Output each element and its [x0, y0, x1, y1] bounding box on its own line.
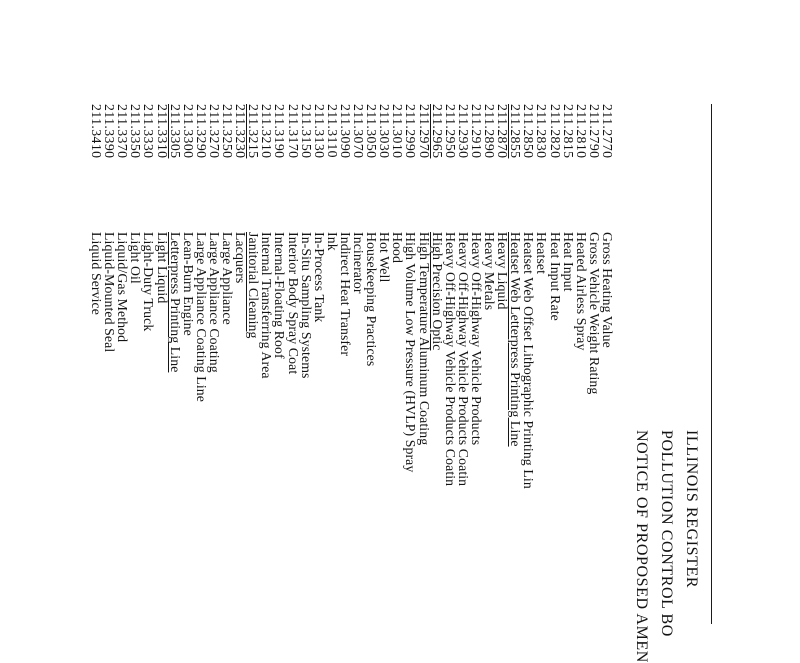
- notice-title: NOTICE OF PROPOSED AMEN: [633, 430, 650, 663]
- section-number: 211.3330: [141, 104, 157, 159]
- section-number: 211.2950: [442, 104, 458, 159]
- defined-term: Light-Duty Truck: [141, 232, 157, 332]
- section-number: 211.2810: [573, 104, 589, 159]
- section-number: 211.3050: [364, 104, 380, 159]
- defined-term: Lacquers: [233, 232, 249, 284]
- defined-term: Interior Body Spray Coat: [285, 232, 301, 375]
- defined-term: Indirect Heat Transfer: [338, 232, 353, 357]
- section-number: 211.3305: [167, 104, 183, 159]
- section-number: 211.2965: [429, 104, 445, 159]
- section-number: 211.2970: [416, 104, 432, 159]
- section-number: 211.2870: [495, 104, 511, 159]
- section-number: 211.3090: [338, 104, 353, 159]
- defined-term: Janitorial Cleaning: [246, 232, 262, 339]
- section-number: 211.2820: [547, 104, 563, 159]
- defined-term: In-Situ Sampling Systems: [298, 232, 314, 379]
- section-number: 211.2910: [469, 104, 484, 159]
- section-number: 211.3300: [180, 104, 196, 159]
- defined-term: Heavy Off-Highway Vehicle Products: [469, 232, 484, 446]
- defined-term: Internal-Floating Roof: [272, 232, 288, 359]
- defined-term: Heavy Liquid: [495, 232, 511, 310]
- defined-term: Incinerator: [351, 232, 367, 294]
- defined-term: Heated Airless Spray: [573, 232, 589, 351]
- defined-term: High Volume Low Pressure (HVLP) Spray: [403, 232, 419, 473]
- defined-term: Hood: [390, 232, 406, 264]
- defined-term: Large Appliance Coating Line: [193, 232, 209, 402]
- section-number: 211.3190: [272, 104, 288, 159]
- section-number: 211.3230: [233, 104, 249, 159]
- defined-term: Internal Transferring Area: [259, 232, 275, 379]
- defined-term: Heavy Off-Highway Vehicle Products Coatin: [455, 232, 471, 487]
- defined-term: Heat Input: [560, 232, 576, 292]
- section-number: 211.3350: [128, 104, 144, 159]
- section-number: 211.3070: [351, 104, 367, 159]
- defined-term: Heavy Off-Highway Vehicle Products Coatin: [442, 232, 458, 487]
- section-number: 211.3390: [102, 104, 118, 159]
- defined-term: In-Process Tank: [311, 232, 327, 323]
- defined-term: Light Liquid: [154, 232, 170, 304]
- section-number: 211.3250: [220, 104, 236, 159]
- section-number: 211.2890: [482, 104, 498, 159]
- section-number: 211.2930: [455, 104, 471, 159]
- section-number: 211.3370: [115, 104, 131, 159]
- defined-term: Lean-Burn Engine: [180, 232, 196, 336]
- defined-term: Ink: [324, 232, 340, 251]
- section-number: 211.3290: [193, 104, 209, 159]
- defined-term: Heat Input Rate: [547, 232, 563, 321]
- section-number: 211.3170: [285, 104, 301, 159]
- section-number: 211.3150: [298, 104, 314, 159]
- header-rule: [711, 104, 712, 624]
- defined-term: Liquid/Gas Method: [115, 232, 131, 343]
- section-number: 211.2850: [521, 104, 537, 159]
- defined-term: High Precision Optic: [429, 232, 445, 351]
- defined-term: Large Appliance: [220, 232, 236, 325]
- defined-term: Light Oil: [128, 232, 144, 284]
- defined-term: Heatset: [534, 232, 550, 275]
- section-number: 211.3270: [207, 104, 222, 159]
- defined-term: Hot Well: [377, 232, 393, 283]
- section-number: 211.2855: [508, 104, 524, 159]
- defined-term: Heatset Web Letterpress Printing Line: [508, 232, 524, 447]
- section-number: 211.3130: [311, 104, 327, 159]
- defined-term: Heatset Web Offset Lithographic Printing Lin: [521, 232, 537, 489]
- section-number: 211.2815: [560, 104, 576, 159]
- defined-term: Liquid Service: [89, 232, 105, 316]
- section-number: 211.3110: [324, 104, 340, 158]
- defined-term: Gross Vehicle Weight Rating: [586, 232, 602, 395]
- section-number: 211.3010: [390, 104, 406, 159]
- defined-term: High Temperature Aluminum Coating: [416, 232, 432, 446]
- register-title: ILLINOIS REGISTER: [683, 430, 700, 589]
- section-number: 211.2830: [534, 104, 550, 159]
- defined-term: Housekeeping Practices: [364, 232, 380, 367]
- section-number: 211.2790: [586, 104, 602, 159]
- section-number: 211.2990: [403, 104, 419, 159]
- section-number: 211.2770: [600, 104, 615, 159]
- section-number: 211.3310: [154, 104, 170, 159]
- section-number: 211.3410: [89, 104, 105, 159]
- defined-term: Letterpress Printing Line: [167, 232, 183, 373]
- section-number: 211.3210: [259, 104, 275, 159]
- defined-term: Large Appliance Coating: [207, 232, 222, 373]
- board-title: POLLUTION CONTROL BO: [658, 430, 675, 637]
- section-number: 211.3215: [246, 104, 262, 159]
- defined-term: Liquid-Mounted Seal: [102, 232, 118, 353]
- defined-term: Gross Heating Value: [600, 232, 615, 348]
- defined-term: Heavy Metals: [482, 232, 498, 311]
- section-number: 211.3030: [377, 104, 393, 159]
